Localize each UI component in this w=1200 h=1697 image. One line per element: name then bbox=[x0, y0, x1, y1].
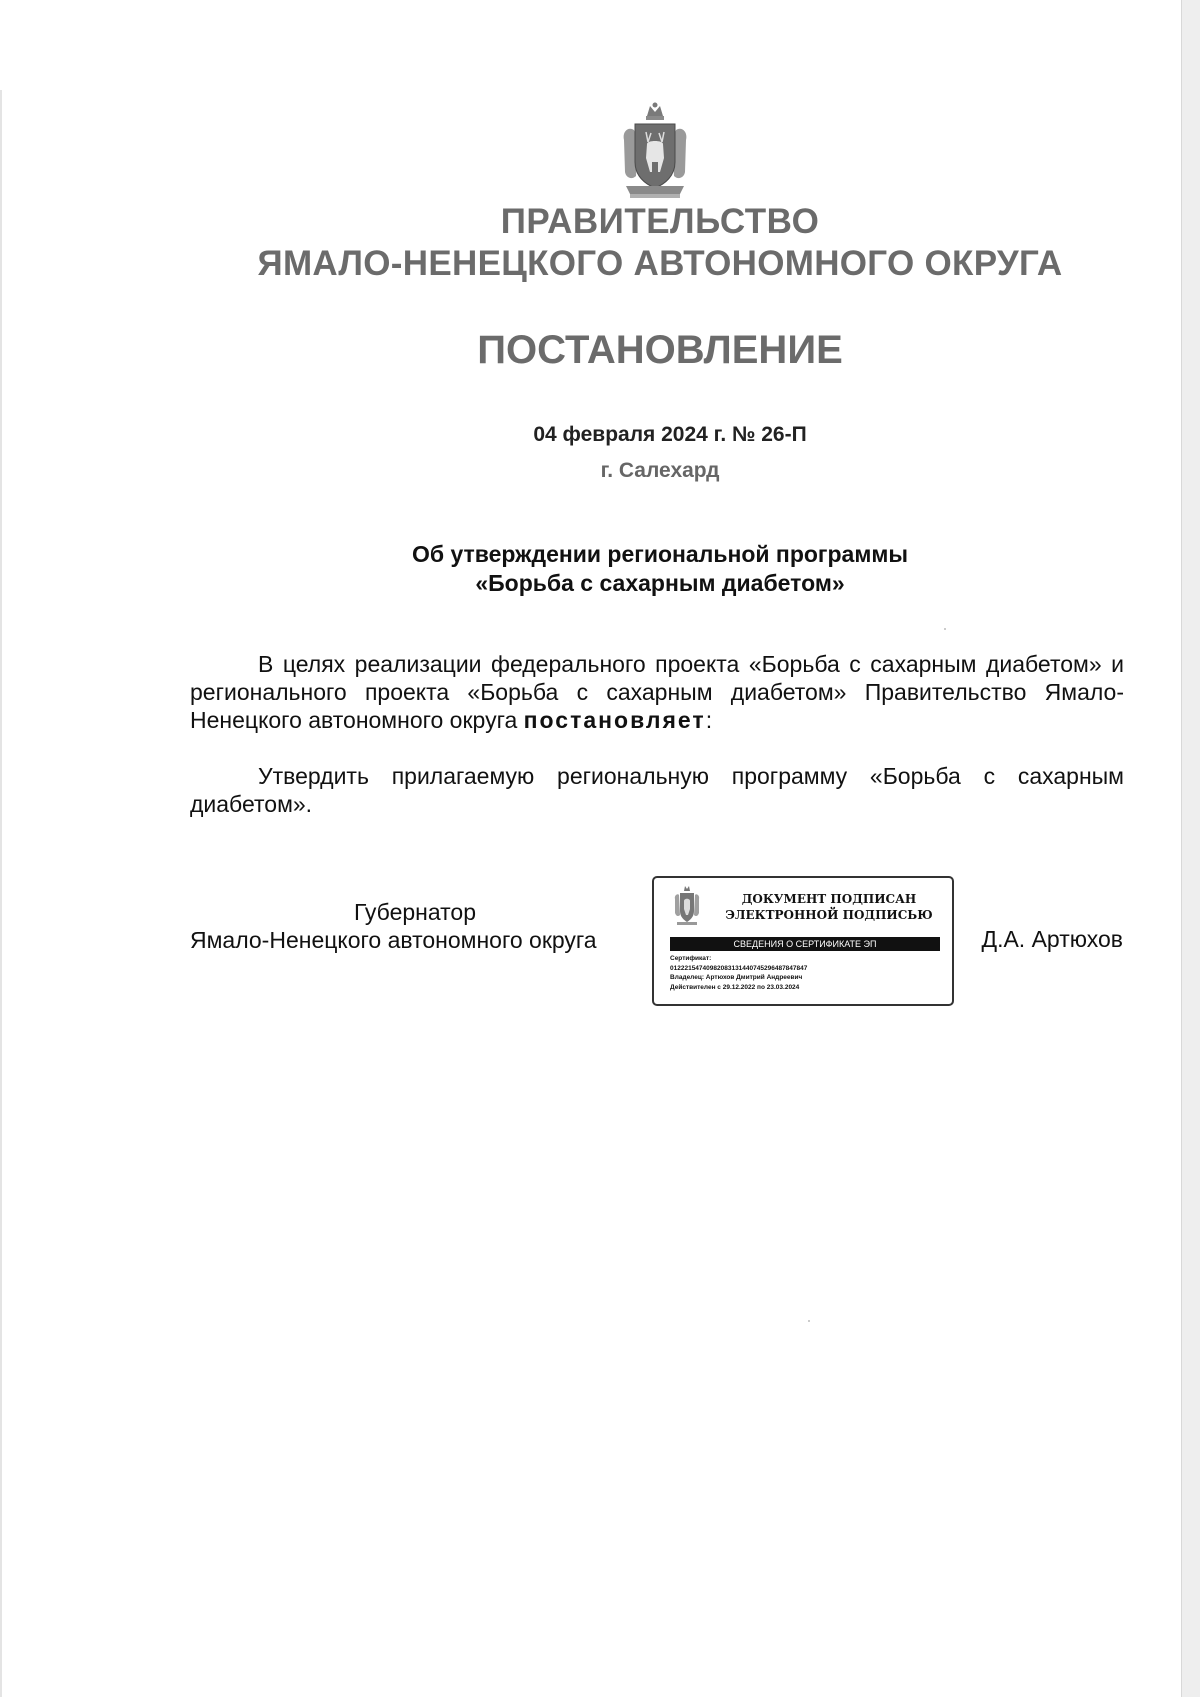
org-name-line-1: ПРАВИТЕЛЬСТВО bbox=[500, 202, 820, 241]
scan-speck bbox=[808, 1320, 810, 1322]
body-paragraph-1 bbox=[190, 650, 1124, 734]
stamp-heading bbox=[714, 891, 944, 923]
stamp-heading-line-2: ЭЛЕКТРОННОЙ ПОДПИСЬЮ bbox=[725, 908, 933, 922]
body-paragraph-2 bbox=[190, 762, 1124, 818]
stamp-validity: Действителен с 29.12.2022 по 23.03.2024 bbox=[670, 983, 800, 991]
org-name-line-2: ЯМАЛО-НЕНЕЦКОГО АВТОНОМНОГО ОКРУГА bbox=[257, 244, 1063, 283]
body-paragraph-1-tail: : bbox=[705, 707, 713, 733]
document-city: г. Салехард bbox=[600, 459, 720, 482]
stamp-cert-number: 01222154740982083131440745296487847847 bbox=[670, 964, 808, 972]
stamp-owner: Владелец: Артюхов Дмитрий Андреевич bbox=[670, 974, 803, 981]
stamp-certificate-bar: СВЕДЕНИЯ О СЕРТИФИКАТЕ ЭП bbox=[670, 937, 940, 951]
signer-name: Д.А. Артюхов bbox=[981, 926, 1123, 952]
electronic-signature-stamp bbox=[652, 876, 954, 1006]
body-paragraph-1-text: В целях реализации федерального проекта «Борьба с сахарным диабетом» и регионального проекта «Борьба с сахарным диабетом» Правительство Ямало-Ненецкого автономного округа bbox=[190, 651, 1124, 733]
coat-of-arms-icon bbox=[620, 102, 690, 200]
coat-of-arms-icon bbox=[674, 885, 700, 927]
stamp-heading-line-1: ДОКУМЕНТ ПОДПИСАН bbox=[741, 892, 917, 906]
signer-position-line-2: Ямало-Ненецкого автономного округа bbox=[190, 927, 597, 953]
stamp-certificate-details bbox=[670, 954, 944, 992]
document-title-line-1: Об утверждении региональной программы bbox=[411, 541, 909, 567]
document-title-line-2: «Борьба с сахарным диабетом» bbox=[475, 570, 845, 596]
document-date-number: 04 февраля 2024 г. № 26-П bbox=[533, 423, 807, 446]
signer-position-line-1: Губернатор bbox=[353, 899, 477, 925]
document-type: ПОСТАНОВЛЕНИЕ bbox=[477, 328, 843, 372]
signer-position bbox=[190, 898, 640, 954]
body-paragraph-2-text: Утвердить прилагаемую региональную программу «Борьба с сахарным диабетом». bbox=[190, 763, 1124, 817]
stamp-cert-label: Сертификат: bbox=[670, 955, 712, 962]
scan-speck bbox=[944, 628, 946, 630]
body-paragraph-1-emphasis: постановляет bbox=[523, 707, 706, 733]
document-title bbox=[0, 540, 1200, 598]
